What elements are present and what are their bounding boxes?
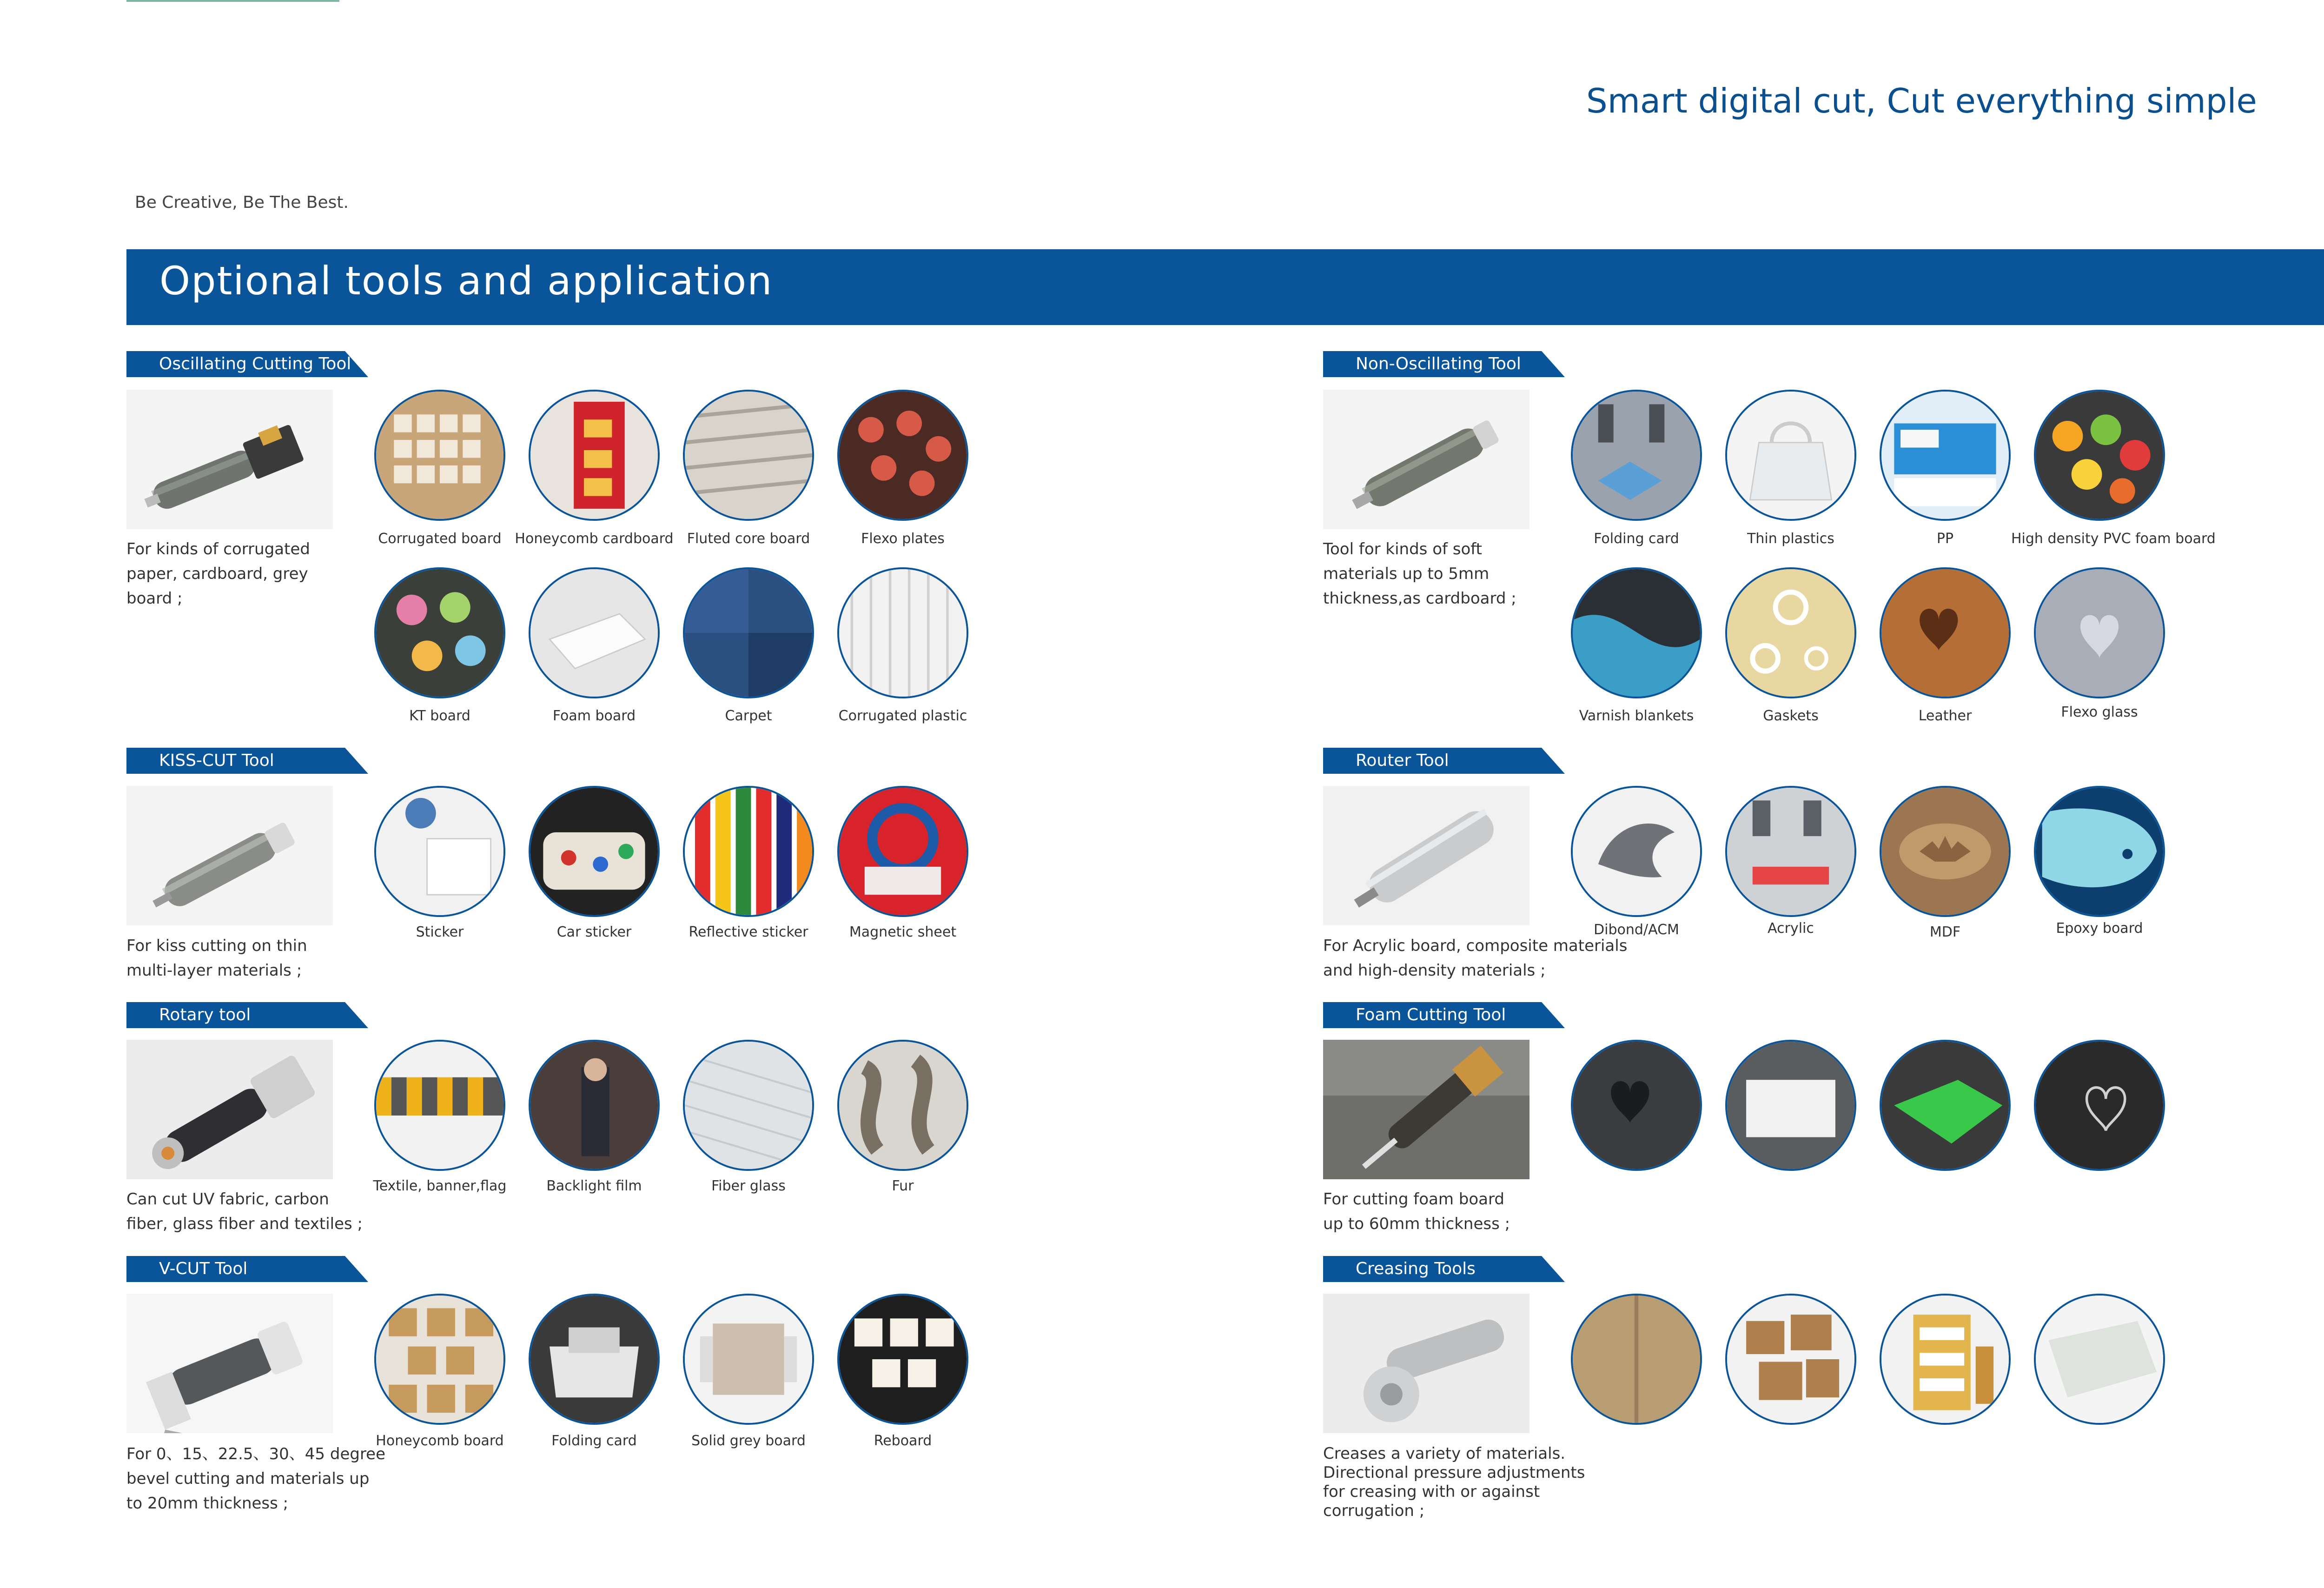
material-image-fiber-glass: [683, 1040, 814, 1171]
material-label: Folding card: [1594, 531, 1679, 547]
material-label: Backlight film: [546, 1178, 642, 1194]
material-image-leather: [1880, 567, 2011, 698]
material-image-foam-sample-4: [2034, 1040, 2165, 1171]
material-image-creasing-sample-4: [2034, 1294, 2165, 1425]
material-image-reflective-sticker: [683, 786, 814, 917]
foam-cutting-tool-image: [1323, 1040, 1529, 1179]
creasing-tool-image: [1323, 1294, 1529, 1433]
tag-creasing-tools: [1323, 1256, 1565, 1282]
material-label: Carpet: [725, 708, 772, 724]
material-image-sticker: [374, 786, 505, 917]
material-label: Acrylic: [1768, 920, 1814, 937]
material-image-fluted-core-board: [683, 390, 814, 521]
tag-label: Oscillating Cutting Tool: [159, 354, 351, 373]
v-cut-description: For 0、15、22.5、30、45 degree bevel cutting and materials up to 20mm thickness ;: [126, 1445, 386, 1513]
top-accent-rule: [126, 0, 339, 2]
material-label: High density PVC foam board: [2011, 531, 2216, 547]
material-image-creasing-sample-1: [1571, 1294, 1702, 1425]
material-label: Magnetic sheet: [849, 924, 957, 940]
material-label: Flexo glass: [2061, 704, 2138, 720]
material-image-high-density-pvc-foam-board: [2034, 390, 2165, 521]
material-label: Solid grey board: [691, 1433, 806, 1449]
tag-label: Router Tool: [1356, 751, 1449, 770]
material-image-dibond-acm: [1571, 786, 1702, 917]
non-oscillating-tool-image: [1323, 390, 1529, 529]
material-label: Textile, banner,flag: [373, 1178, 507, 1194]
tag-oscillating-tool: [126, 351, 368, 377]
tag-router-tool: [1323, 748, 1565, 774]
material-label: Honeycomb cardboard: [515, 531, 674, 547]
material-label: Thin plastics: [1747, 531, 1834, 547]
router-tool-image: [1323, 786, 1529, 925]
material-label: Flexo plates: [861, 531, 945, 547]
oscillating-description: For kinds of corrugated paper, cardboard, grey board ;: [126, 540, 310, 608]
material-image-acrylic: [1725, 786, 1856, 917]
material-image-mdf: [1880, 786, 2011, 917]
material-image-foam-board: [529, 567, 660, 698]
material-label: MDF: [1929, 924, 1961, 940]
tag-foam-cutting-tool: [1323, 1002, 1565, 1028]
material-label: Car sticker: [556, 924, 632, 940]
material-image-magnetic-sheet: [837, 786, 968, 917]
material-image-thin-plastics: [1725, 390, 1856, 521]
material-image-foam-sample-1: [1571, 1040, 1702, 1171]
material-image-folding-card-vcut: [529, 1294, 660, 1425]
material-image-varnish-blankets: [1571, 567, 1702, 698]
material-image-carpet: [683, 567, 814, 698]
material-label: Varnish blankets: [1579, 708, 1694, 724]
material-label: Reboard: [874, 1433, 932, 1449]
material-image-backlight-film: [529, 1040, 660, 1171]
tag-label: KISS-CUT Tool: [159, 751, 274, 770]
material-image-corrugated-board: [374, 390, 505, 521]
rotary-description: Can cut UV fabric, carbon fiber, glass fiber and textiles ;: [126, 1190, 363, 1233]
material-image-epoxy-board: [2034, 786, 2165, 917]
material-label: Sticker: [416, 924, 464, 940]
material-image-honeycomb-board: [374, 1294, 505, 1425]
material-image-honeycomb-cardboard: [529, 390, 660, 521]
material-image-corrugated-plastic: [837, 567, 968, 698]
material-image-folding-card: [1571, 390, 1702, 521]
material-label: Leather: [1918, 708, 1972, 724]
kiss-cut-tool-image: [126, 786, 333, 925]
material-image-flexo-glass: [2034, 567, 2165, 698]
material-image-foam-sample-2: [1725, 1040, 1856, 1171]
tagline: Be Creative, Be The Best.: [135, 193, 349, 212]
tag-label: Creasing Tools: [1356, 1259, 1476, 1278]
non-oscillating-description: Tool for kinds of soft materials up to 5mm thickness,as cardboard ;: [1323, 540, 1516, 608]
material-label: Gaskets: [1763, 708, 1819, 724]
tag-non-oscillating-tool: [1323, 351, 1565, 377]
slogan: Smart digital cut, Cut everything simple: [1586, 81, 2257, 120]
tag-label: Rotary tool: [159, 1005, 251, 1024]
creasing-description: Creases a variety of materials. Directional pressure adjustments for creasing with or against corrugation ;: [1323, 1444, 1585, 1520]
oscillating-tool-image: [126, 390, 333, 529]
tag-label: Foam Cutting Tool: [1356, 1005, 1506, 1024]
material-label: Folding card: [551, 1433, 637, 1449]
foam-description: For cutting foam board up to 60mm thickness ;: [1323, 1190, 1510, 1233]
material-image-creasing-sample-3: [1880, 1294, 2011, 1425]
material-image-textile-banner-flag: [374, 1040, 505, 1171]
material-image-kt-board: [374, 567, 505, 698]
router-description: For Acrylic board, composite materials and high-density materials ;: [1323, 937, 1628, 980]
material-label: PP: [1936, 531, 1954, 547]
rotary-tool-image: [126, 1040, 333, 1179]
page-title: Optional tools and application: [159, 258, 773, 304]
tag-v-cut-tool: [126, 1256, 368, 1282]
tag-label: Non-Oscillating Tool: [1356, 354, 1521, 373]
material-image-gaskets: [1725, 567, 1856, 698]
material-label: KT board: [409, 708, 470, 724]
material-image-flexo-plates: [837, 390, 968, 521]
material-label: Foam board: [552, 708, 636, 724]
material-image-car-sticker: [529, 786, 660, 917]
material-image-reboard: [837, 1294, 968, 1425]
material-label: Corrugated plastic: [838, 708, 967, 724]
material-image-foam-sample-3: [1880, 1040, 2011, 1171]
tag-kiss-cut-tool: [126, 748, 368, 774]
material-label: Epoxy board: [2056, 920, 2143, 937]
material-label: Honeycomb board: [376, 1433, 504, 1449]
material-image-fur: [837, 1040, 968, 1171]
material-label: Corrugated board: [378, 531, 502, 547]
v-cut-tool-image: [126, 1294, 333, 1433]
material-image-solid-grey-board: [683, 1294, 814, 1425]
tag-label: V-CUT Tool: [159, 1259, 248, 1278]
material-label: Fluted core board: [687, 531, 810, 547]
kiss-cut-description: For kiss cutting on thin multi-layer materials ;: [126, 937, 307, 980]
material-label: Reflective sticker: [689, 924, 808, 940]
material-image-pp: [1880, 390, 2011, 521]
material-label: Fur: [892, 1178, 914, 1194]
material-label: Dibond/ACM: [1594, 922, 1679, 938]
material-label: Fiber glass: [711, 1178, 786, 1194]
material-image-creasing-sample-2: [1725, 1294, 1856, 1425]
tag-rotary-tool: [126, 1002, 368, 1028]
